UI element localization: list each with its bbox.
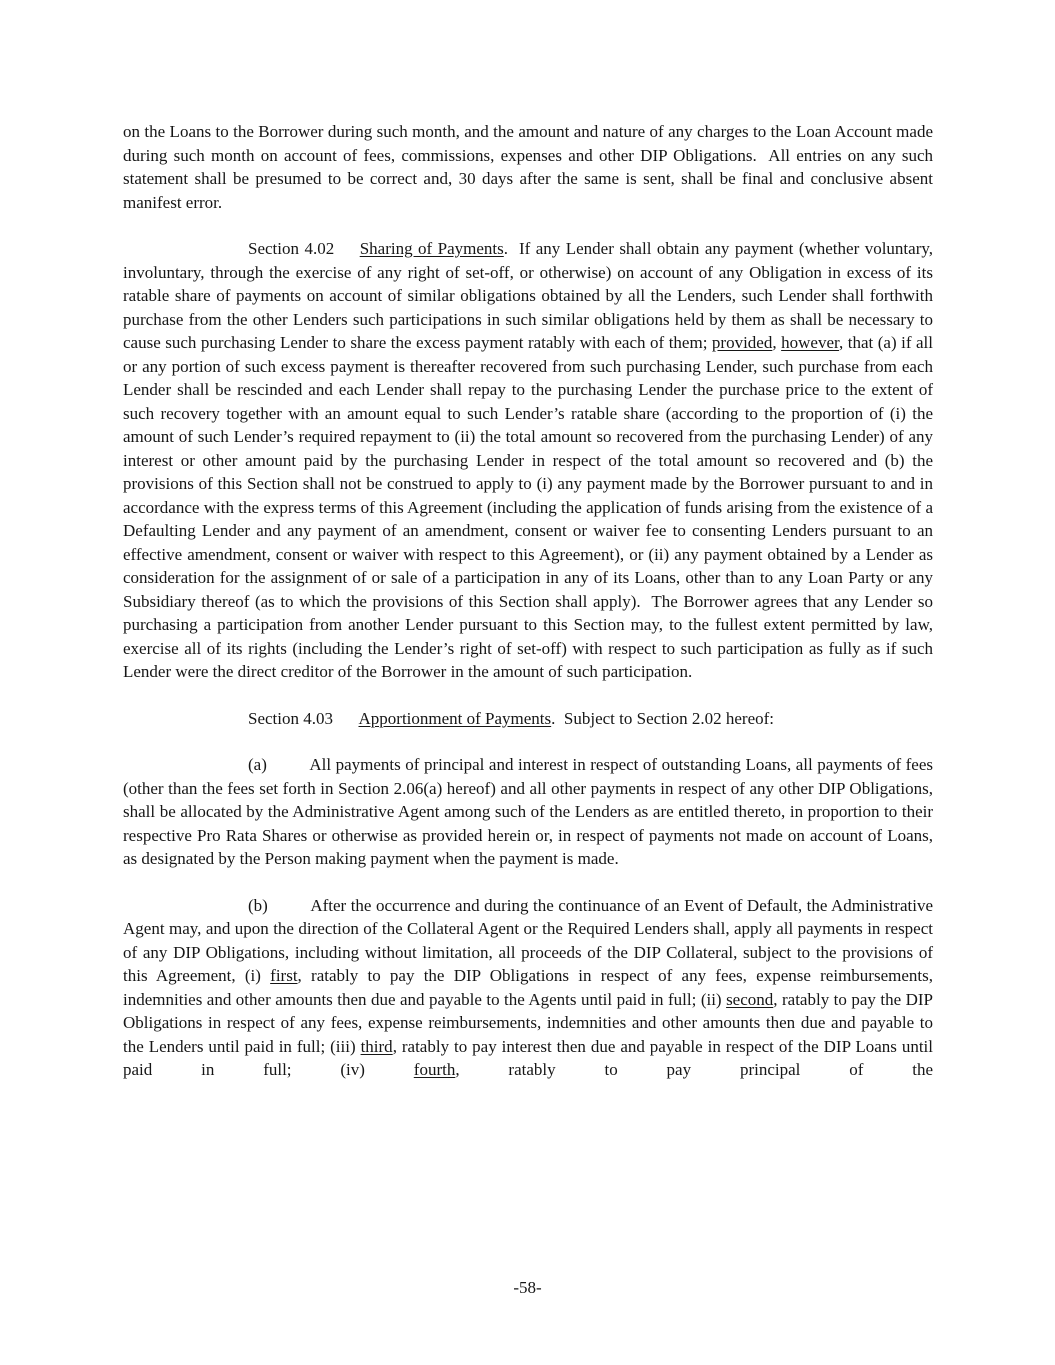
text-segment: , ratably to pay the DIP Obligations in respect of any fees, expense reimbursements, indemnities and other amounts then due and payable to the Agents until paid in full; (ii)	[123, 966, 933, 1009]
underlined-text: Apportionment of Payments	[358, 708, 552, 728]
text-segment: . Subject to Section 2.02 hereof:	[551, 708, 774, 728]
text-segment: . If any Lender shall obtain any payment (whether voluntary, involuntary, through the exercise of any right of set-off, or otherwise) on account of any Obligation in excess of its ratable share of payments on account of similar obligations obtained by all the Lenders, such Lender shall forthwith purchase from the other Lenders such participations in such similar obligations held by them as shall be necessary to cause such purchasing Lender to share the excess payment ratably with each of them;	[123, 239, 933, 352]
text-segment: on the Loans to the Borrower during such month, and the amount and nature of any charges to the Loan Account made during such month on account of fees, commissions, expenses and other DIP Obligations. All entries on any such statement shall be presumed to be correct and, 30 days after the same is sent, shall be final and conclusive absent manifest error.	[123, 122, 933, 212]
paragraph	[123, 237, 933, 684]
text-segment: (a) All payments of principal and interest in respect of outstanding Loans, all payments of fees (other than the fees set forth in Section 2.06(a) hereof) and all other payments in respect of any other DIP Obligations, shall be allocated by the Administrative Agent among such of the Lenders as are entitled thereto, in proportion to their respective Pro Rata Shares or otherwise as provided herein or, in respect of payments not made on account of Loans, as designated by the Person making payment when the payment is made.	[123, 755, 933, 868]
text-segment: ,	[772, 333, 782, 352]
underlined-text: third	[360, 1036, 393, 1056]
underlined-text: Sharing of Payments	[359, 239, 504, 258]
underlined-text: second	[726, 989, 774, 1009]
underlined-text: however	[781, 333, 839, 352]
text-segment: , ratably to pay principal of the	[455, 1060, 933, 1079]
document-body	[123, 120, 933, 1105]
text-segment: (b) After the occurrence and during the continuance of an Event of Default, the Administrative Agent may, and upon the direction of the Collateral Agent or the Required Lenders shall, apply all payments in respect of any DIP Obligations, including without limitation, all proceeds of the DIP Collateral, subject to the provisions of this Agreement, (i)	[123, 895, 933, 985]
paragraph	[123, 753, 933, 871]
paragraph	[123, 707, 933, 731]
text-segment: Section 4.02	[248, 239, 360, 258]
text-segment: Section 4.03	[248, 708, 359, 728]
paragraph	[123, 120, 933, 214]
text-segment: , that (a) if all or any portion of such excess payment is thereafter recovered from such purchasing Lender, such purchase from each Lender shall be rescinded and each Lender shall repay to the purchasing Lender the purchase price to the extent of such recovery together with an amount equal to such Lender’s ratable share (according to the proportion of (i) the amount of such Lender’s required repayment to (ii) the total amount so recovered from the purchasing Lender) of any interest or other amount paid by the purchasing Lender in respect of the total amount so recovered and (b) the provisions of this Section shall not be construed to apply to (i) any payment made by the Borrower pursuant to and in accordance with the express terms of this Agreement (including the application of funds arising from the existence of a Defaulting Lender and any payment of an amendment, consent or waiver fee to consenting Lenders pursuant to an effective amendment, consent or waiver with respect to this Agreement), or (ii) any payment obtained by a Lender as consideration for the assignment of or sale of a participation in any of its Loans, other than to any Loan Party or any Subsidiary thereof (as to which the provisions of this Section shall apply). The Borrower agrees that any Lender so purchasing a participation from another Lender pursuant to this Section may, to the fullest extent permitted by law, exercise all of its rights (including the Lender’s right of set-off) with respect to such participation as fully as if such Lender were the direct creditor of the Borrower in the amount of such participation.	[123, 333, 933, 681]
underlined-text: first	[270, 966, 298, 985]
text-segment: , ratably to pay the DIP Obligations in respect of any fees, expense reimbursements, indemnities and other amounts then due and payable to the Lenders until paid in full; (iii)	[123, 989, 933, 1056]
underlined-text: provided	[711, 333, 773, 352]
paragraph	[123, 894, 933, 1082]
text-segment: , ratably to pay interest then due and payable in respect of the DIP Loans until paid in full; (iv)	[123, 1036, 933, 1079]
page-number: -58-	[513, 1278, 542, 1297]
underlined-text: fourth	[413, 1060, 456, 1079]
